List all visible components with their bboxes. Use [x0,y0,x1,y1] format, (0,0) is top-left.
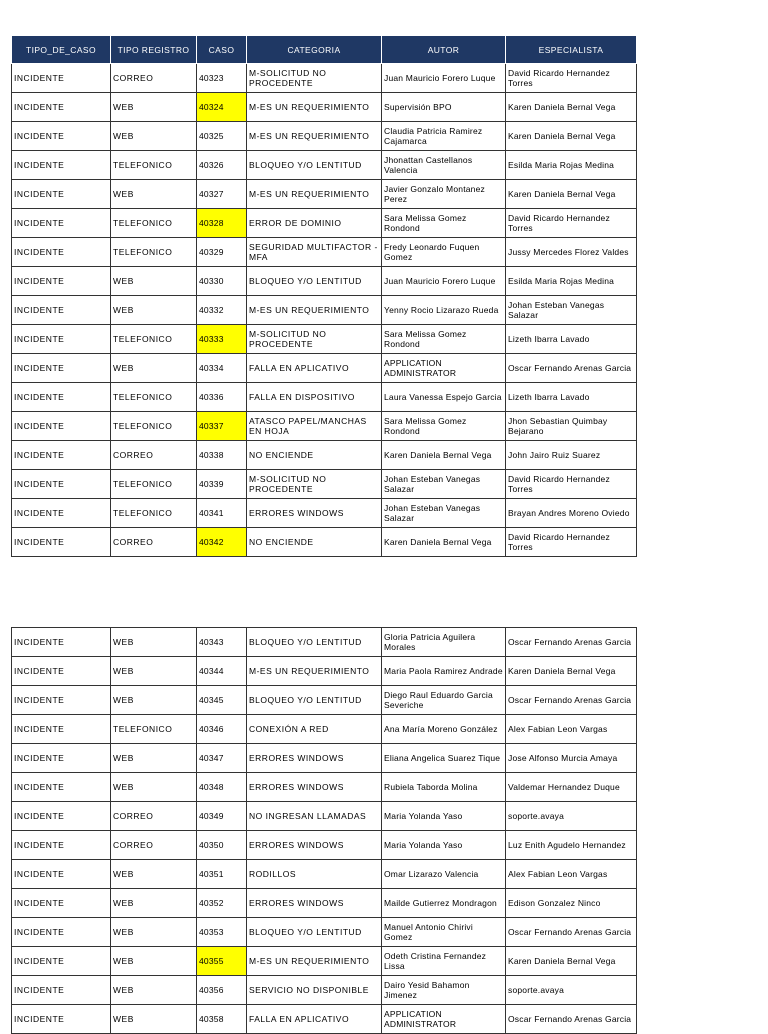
cell-tipo-registro: WEB [111,918,197,947]
header-especialista: ESPECIALISTA [506,36,637,64]
table-row [12,744,637,773]
header-autor: AUTOR [382,36,506,64]
cell-caso: 40338 [197,441,247,470]
cell-especialista: Valdemar Hernandez Duque [506,773,637,802]
table-row [12,860,637,889]
cell-especialista: Oscar Fernando Arenas Garcia [506,918,637,947]
cell-tipo-registro: WEB [111,296,197,325]
cell-tipo-de-caso: INCIDENTE [12,831,111,860]
cell-autor: APPLICATION ADMINISTRATOR [382,354,506,383]
table-row [12,470,637,499]
cell-autor: Diego Raul Eduardo Garcia Severiche [382,686,506,715]
cell-tipo-registro: WEB [111,354,197,383]
cell-especialista: Jussy Mercedes Florez Valdes [506,238,637,267]
table-row [12,122,637,151]
cell-categoria: M-SOLICITUD NO PROCEDENTE [247,470,382,499]
cell-tipo-de-caso: INCIDENTE [12,93,111,122]
cell-caso: 40349 [197,802,247,831]
cases-table-top [11,35,637,557]
table-row [12,209,637,238]
cell-categoria: BLOQUEO Y/O LENTITUD [247,686,382,715]
cell-categoria: NO ENCIENDE [247,441,382,470]
cell-tipo-de-caso: INCIDENTE [12,889,111,918]
table-row [12,151,637,180]
cell-autor: Maria Yolanda Yaso [382,831,506,860]
cell-autor: Maria Yolanda Yaso [382,802,506,831]
cell-especialista: Jose Alfonso Murcia Amaya [506,744,637,773]
cell-tipo-de-caso: INCIDENTE [12,209,111,238]
cell-autor: Laura Vanessa Espejo Garcia [382,383,506,412]
table-row [12,889,637,918]
cell-caso: 40348 [197,773,247,802]
cell-autor: Maria Paola Ramirez Andrade [382,657,506,686]
table-row [12,64,637,93]
cell-tipo-registro: CORREO [111,528,197,557]
table-row [12,773,637,802]
cell-tipo-registro: WEB [111,267,197,296]
cell-tipo-registro: TELEFONICO [111,499,197,528]
cell-categoria: M-ES UN REQUERIMIENTO [247,180,382,209]
cell-categoria: SEGURIDAD MULTIFACTOR -MFA [247,238,382,267]
cell-especialista: Brayan Andres Moreno Oviedo [506,499,637,528]
cell-autor: Claudia Patricia Ramirez Cajamarca [382,122,506,151]
cell-caso: 40342 [197,528,247,557]
cell-autor: Jhonattan Castellanos Valencia [382,151,506,180]
cell-tipo-registro: CORREO [111,831,197,860]
cell-tipo-registro: WEB [111,122,197,151]
cell-tipo-de-caso: INCIDENTE [12,238,111,267]
cell-tipo-registro: TELEFONICO [111,383,197,412]
cell-categoria: BLOQUEO Y/O LENTITUD [247,918,382,947]
cell-autor: Karen Daniela Bernal Vega [382,528,506,557]
cell-tipo-de-caso: INCIDENTE [12,151,111,180]
cell-autor: Javier Gonzalo Montanez Perez [382,180,506,209]
table-row [12,238,637,267]
cell-caso: 40332 [197,296,247,325]
cell-caso: 40326 [197,151,247,180]
cell-caso: 40344 [197,657,247,686]
cell-autor: Sara Melissa Gomez Rondond [382,412,506,441]
cell-autor: Omar Lizarazo Valencia [382,860,506,889]
cell-especialista: Karen Daniela Bernal Vega [506,947,637,976]
cell-autor: Rubiela Taborda Molina [382,773,506,802]
cell-caso: 40346 [197,715,247,744]
cell-tipo-de-caso: INCIDENTE [12,470,111,499]
table-row [12,831,637,860]
cell-tipo-de-caso: INCIDENTE [12,354,111,383]
cell-categoria: ERROR DE DOMINIO [247,209,382,238]
cell-categoria: FALLA EN APLICATIVO [247,354,382,383]
cell-categoria: M-ES UN REQUERIMIENTO [247,122,382,151]
cell-tipo-de-caso: INCIDENTE [12,860,111,889]
cell-caso: 40351 [197,860,247,889]
table-row [12,180,637,209]
cell-especialista: David Ricardo Hernandez Torres [506,64,637,93]
cell-autor: Odeth Cristina Fernandez Lissa [382,947,506,976]
cell-tipo-registro: TELEFONICO [111,151,197,180]
cell-caso: 40353 [197,918,247,947]
cell-especialista: Jhon Sebastian Quimbay Bejarano [506,412,637,441]
cell-caso: 40350 [197,831,247,860]
cell-autor: Johan Esteban Vanegas Salazar [382,470,506,499]
cell-autor: Johan Esteban Vanegas Salazar [382,499,506,528]
cell-tipo-de-caso: INCIDENTE [12,122,111,151]
cell-tipo-de-caso: INCIDENTE [12,686,111,715]
cell-caso: 40328 [197,209,247,238]
cell-especialista: John Jairo Ruiz Suarez [506,441,637,470]
cell-especialista: David Ricardo Hernandez Torres [506,528,637,557]
cell-tipo-de-caso: INCIDENTE [12,918,111,947]
cell-especialista: Edison Gonzalez Ninco [506,889,637,918]
header-row [12,36,637,64]
cell-tipo-registro: WEB [111,773,197,802]
cell-tipo-registro: TELEFONICO [111,470,197,499]
cell-tipo-registro: TELEFONICO [111,238,197,267]
cell-caso: 40334 [197,354,247,383]
table-row [12,802,637,831]
cell-autor: Manuel Antonio Chirivi Gomez [382,918,506,947]
cell-categoria: ERRORES WINDOWS [247,773,382,802]
cell-tipo-registro: WEB [111,180,197,209]
cell-tipo-registro: CORREO [111,64,197,93]
header-tipo-registro: TIPO REGISTRO [111,36,197,64]
cell-especialista: Johan Esteban Vanegas Salazar [506,296,637,325]
cell-tipo-registro: TELEFONICO [111,325,197,354]
cell-especialista: Karen Daniela Bernal Vega [506,657,637,686]
cell-especialista: Oscar Fernando Arenas Garcia [506,1005,637,1034]
cell-especialista: Karen Daniela Bernal Vega [506,93,637,122]
cell-tipo-de-caso: INCIDENTE [12,441,111,470]
table-row [12,412,637,441]
cell-tipo-de-caso: INCIDENTE [12,412,111,441]
cell-autor: Karen Daniela Bernal Vega [382,441,506,470]
cell-especialista: Oscar Fernando Arenas Garcia [506,628,637,657]
cell-tipo-de-caso: INCIDENTE [12,180,111,209]
table-row [12,715,637,744]
cell-categoria: M-SOLICITUD NO PROCEDENTE [247,325,382,354]
cell-especialista: soporte.avaya [506,976,637,1005]
cell-categoria: CONEXIÓN A RED [247,715,382,744]
cell-caso: 40323 [197,64,247,93]
cell-caso: 40336 [197,383,247,412]
cell-tipo-registro: TELEFONICO [111,715,197,744]
cell-caso: 40339 [197,470,247,499]
cell-autor: Gloria Patricia Aguilera Morales [382,628,506,657]
cell-caso: 40330 [197,267,247,296]
cell-categoria: ERRORES WINDOWS [247,744,382,773]
table-row [12,267,637,296]
cell-tipo-de-caso: INCIDENTE [12,267,111,296]
cell-caso: 40355 [197,947,247,976]
cell-autor: Fredy Leonardo Fuquen Gomez [382,238,506,267]
cell-categoria: BLOQUEO Y/O LENTITUD [247,267,382,296]
cell-tipo-de-caso: INCIDENTE [12,947,111,976]
table-row [12,296,637,325]
cases-table-bottom [11,627,637,1034]
cell-categoria: FALLA EN DISPOSITIVO [247,383,382,412]
cell-caso: 40356 [197,976,247,1005]
cell-tipo-de-caso: INCIDENTE [12,325,111,354]
cell-tipo-de-caso: INCIDENTE [12,744,111,773]
cell-especialista: soporte.avaya [506,802,637,831]
cell-especialista: Oscar Fernando Arenas Garcia [506,686,637,715]
cell-caso: 40329 [197,238,247,267]
cell-tipo-de-caso: INCIDENTE [12,528,111,557]
cell-caso: 40325 [197,122,247,151]
cell-especialista: David Ricardo Hernandez Torres [506,209,637,238]
cell-tipo-registro: CORREO [111,441,197,470]
cell-tipo-de-caso: INCIDENTE [12,628,111,657]
table-row [12,1005,637,1034]
table-row [12,947,637,976]
cell-caso: 40337 [197,412,247,441]
cell-tipo-registro: WEB [111,889,197,918]
cell-especialista: Alex Fabian Leon Vargas [506,715,637,744]
cell-categoria: RODILLOS [247,860,382,889]
cell-categoria: ERRORES WINDOWS [247,889,382,918]
cell-caso: 40327 [197,180,247,209]
cell-tipo-registro: TELEFONICO [111,412,197,441]
cell-categoria: M-SOLICITUD NO PROCEDENTE [247,64,382,93]
cell-autor: Juan Mauricio Forero Luque [382,267,506,296]
cell-caso: 40352 [197,889,247,918]
table-row [12,686,637,715]
cell-categoria: M-ES UN REQUERIMIENTO [247,947,382,976]
cell-caso: 40343 [197,628,247,657]
cell-caso: 40324 [197,93,247,122]
cell-categoria: M-ES UN REQUERIMIENTO [247,657,382,686]
table-row [12,325,637,354]
cell-especialista: Esilda Maria Rojas Medina [506,267,637,296]
cell-autor: Dairo Yesid Bahamon Jimenez [382,976,506,1005]
cell-autor: Supervisión BPO [382,93,506,122]
cell-tipo-de-caso: INCIDENTE [12,976,111,1005]
cell-autor: APPLICATION ADMINISTRATOR [382,1005,506,1034]
cell-categoria: M-ES UN REQUERIMIENTO [247,296,382,325]
table-row [12,976,637,1005]
cell-categoria: BLOQUEO Y/O LENTITUD [247,628,382,657]
cell-categoria: M-ES UN REQUERIMIENTO [247,93,382,122]
header-caso: CASO [197,36,247,64]
cell-especialista: Luz Enith Agudelo Hernandez [506,831,637,860]
cell-categoria: BLOQUEO Y/O LENTITUD [247,151,382,180]
cell-tipo-registro: WEB [111,744,197,773]
cell-tipo-registro: WEB [111,976,197,1005]
table-row [12,628,637,657]
cell-tipo-de-caso: INCIDENTE [12,657,111,686]
cell-tipo-registro: WEB [111,1005,197,1034]
cell-especialista: Oscar Fernando Arenas Garcia [506,354,637,383]
cell-tipo-de-caso: INCIDENTE [12,773,111,802]
cell-tipo-de-caso: INCIDENTE [12,383,111,412]
cell-tipo-de-caso: INCIDENTE [12,1005,111,1034]
cell-especialista: David Ricardo Hernandez Torres [506,470,637,499]
cell-tipo-registro: CORREO [111,802,197,831]
cell-tipo-de-caso: INCIDENTE [12,296,111,325]
cell-categoria: ATASCO PAPEL/MANCHAS EN HOJA [247,412,382,441]
cell-categoria: SERVICIO NO DISPONIBLE [247,976,382,1005]
cell-especialista: Alex Fabian Leon Vargas [506,860,637,889]
cell-tipo-registro: WEB [111,93,197,122]
cell-especialista: Karen Daniela Bernal Vega [506,122,637,151]
cell-categoria: FALLA EN APLICATIVO [247,1005,382,1034]
cell-autor: Yenny Rocio Lizarazo Rueda [382,296,506,325]
table-row [12,528,637,557]
cell-especialista: Lizeth Ibarra Lavado [506,383,637,412]
cell-especialista: Esilda Maria Rojas Medina [506,151,637,180]
cell-caso: 40358 [197,1005,247,1034]
cell-tipo-registro: TELEFONICO [111,209,197,238]
cell-tipo-registro: WEB [111,860,197,889]
cell-caso: 40341 [197,499,247,528]
table-row [12,657,637,686]
header-tipo-de-caso: TIPO_DE_CASO [12,36,111,64]
cell-caso: 40333 [197,325,247,354]
table-row [12,441,637,470]
cell-tipo-registro: WEB [111,947,197,976]
cell-especialista: Lizeth Ibarra Lavado [506,325,637,354]
cell-tipo-de-caso: INCIDENTE [12,715,111,744]
cell-categoria: ERRORES WINDOWS [247,499,382,528]
table-row [12,918,637,947]
header-categoria: CATEGORIA [247,36,382,64]
cell-autor: Juan Mauricio Forero Luque [382,64,506,93]
cell-tipo-de-caso: INCIDENTE [12,64,111,93]
cell-caso: 40345 [197,686,247,715]
cell-autor: Ana María Moreno González [382,715,506,744]
cell-tipo-de-caso: INCIDENTE [12,802,111,831]
cell-autor: Mailde Gutierrez Mondragon [382,889,506,918]
cell-tipo-de-caso: INCIDENTE [12,499,111,528]
cell-autor: Sara Melissa Gomez Rondond [382,325,506,354]
cell-categoria: ERRORES WINDOWS [247,831,382,860]
cell-especialista: Karen Daniela Bernal Vega [506,180,637,209]
table-row [12,383,637,412]
cell-categoria: NO ENCIENDE [247,528,382,557]
table-row [12,499,637,528]
cell-categoria: NO INGRESAN LLAMADAS [247,802,382,831]
table-row [12,93,637,122]
cell-tipo-registro: WEB [111,686,197,715]
table-row [12,354,637,383]
cell-autor: Sara Melissa Gomez Rondond [382,209,506,238]
cell-caso: 40347 [197,744,247,773]
cell-tipo-registro: WEB [111,657,197,686]
cell-autor: Eliana Angelica Suarez Tique [382,744,506,773]
cell-tipo-registro: WEB [111,628,197,657]
